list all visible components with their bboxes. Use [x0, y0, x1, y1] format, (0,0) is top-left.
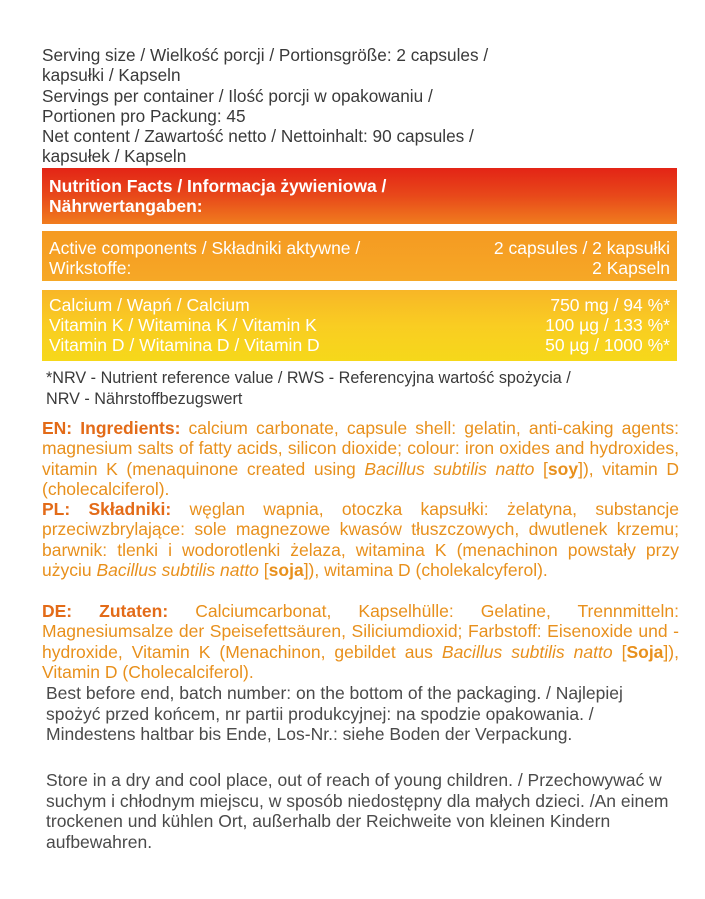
active-components-row: [42, 231, 677, 281]
nrv-line: *NRV - Nutrient reference value / RWS - Referencyjna wartość spożycia /: [46, 369, 571, 387]
nutrient-value: 50 µg / 1000 %*: [545, 335, 670, 355]
nutrition-facts-header: [42, 168, 677, 224]
active-value: 2 capsules / 2 kapsułki: [493, 238, 670, 258]
active-label: Wirkstoffe:: [49, 258, 132, 278]
nutrient-value: 100 µg / 133 %*: [545, 315, 670, 335]
allergen: Soja: [626, 641, 664, 662]
serving-line: Servings per container / Ilość porcji w opakowaniu /: [42, 85, 433, 106]
allergen: soja: [268, 560, 304, 581]
ingredients-text: [: [534, 458, 548, 479]
serving-line: kapsułek / Kapseln: [42, 146, 187, 167]
ingredients-text: węglan wapnia, otoczka kapsułki: żelatyna, substancje przeciwzbrylające: sole magnezowe kwasów tłuszczowych, dwutlenek krzemu; barwnik: tlenki i wodorotlenki żelaza, witamina K (menachinon powstały przy użyciu: [42, 499, 679, 581]
ingredients-label: EN: Ingredients:: [42, 418, 181, 438]
serving-line: Net content / Zawartość netto / Nettoinhalt: 90 capsules /: [42, 126, 474, 147]
serving-info: [42, 45, 662, 167]
ingredients-en: [42, 418, 679, 500]
nrv-footnote: [46, 368, 676, 409]
nutrient-row: [49, 295, 670, 315]
serving-line: kapsułki / Kapseln: [42, 65, 181, 86]
ingredients-pl: [42, 499, 679, 581]
ingredients-text: ]), vitamin D (cholecalciferol).: [42, 458, 679, 500]
nutrient-row: [49, 315, 670, 335]
serving-line: Serving size / Wielkość porcji / Portionsgröße: 2 capsules /: [42, 45, 489, 65]
active-value: 2 Kapseln: [592, 258, 670, 278]
nutrient-name: Vitamin K / Witamina K / Vitamin K: [49, 315, 317, 335]
ingredients-text: [: [258, 560, 269, 581]
species-name: Bacillus subtilis natto: [96, 560, 259, 581]
nutrient-name: Vitamin D / Witamina D / Vitamin D: [49, 335, 320, 355]
serving-line: Portionen pro Packung: 45: [42, 105, 246, 126]
ingredients-text: calcium carbonate, capsule shell: gelatin, anti-caking agents: magnesium salts of fatty acids, silicon dioxide; colour: iron oxides and hydroxides, vitamin K (menaquinone created using: [42, 418, 679, 479]
nutrition-header-line: Nährwertangaben:: [49, 196, 203, 216]
allergen: soy: [547, 458, 579, 479]
nutrient-name: Calcium / Wapń / Calcium: [49, 295, 250, 315]
ingredients-text: ]), Vitamin D (Cholecalciferol).: [42, 641, 679, 683]
storage-text: Store in a dry and cool place, out of reach of young children. / Przechowywać w suchym i chłodnym miejscu, w sposób niedostępny dla małych dzieci. /An einem trockenen und kühlen Ort, außerhalb der Reichweite von kleinen Kindern aufbewahren.: [46, 770, 669, 852]
nutrient-table: [42, 290, 677, 361]
nutrition-header-line: Nutrition Facts / Informacja żywieniowa /: [49, 176, 387, 196]
ingredients-text: Calciumcarbonat, Kapselhülle: Gelatine, Trennmitteln: Magnesiumsalze der Speisefettsäuren, Siliciumdioxid; Farbstoff: Eisenoxide und -hydroxide, Vitamin K (Menachinon, gebildet aus: [42, 601, 679, 662]
best-before-text: Best before end, batch number: on the bottom of the packaging. / Najlepiej spożyć przed końcem, nr partii produkcyjnej: na spodzie opakowania. / Mindestens haltbar bis Ende, Los-Nr.: siehe Boden der Verpackung.: [46, 683, 623, 744]
species-name: Bacillus subtilis natto: [441, 641, 613, 662]
species-name: Bacillus subtilis natto: [364, 458, 535, 479]
active-label: Active components / Składniki aktywne /: [49, 238, 361, 258]
ingredients-text: ]), witamina D (cholekalcyferol).: [303, 560, 548, 581]
nutrient-value: 750 mg / 94 %*: [550, 295, 670, 315]
ingredients-text: [: [612, 641, 627, 662]
nrv-line: NRV - Nährstoffbezugswert: [46, 389, 243, 408]
ingredients-de: [42, 601, 679, 683]
nutrient-row: [49, 335, 670, 355]
ingredients-label: PL: Składniki:: [42, 499, 172, 519]
ingredients-label: DE: Zutaten:: [42, 601, 169, 621]
